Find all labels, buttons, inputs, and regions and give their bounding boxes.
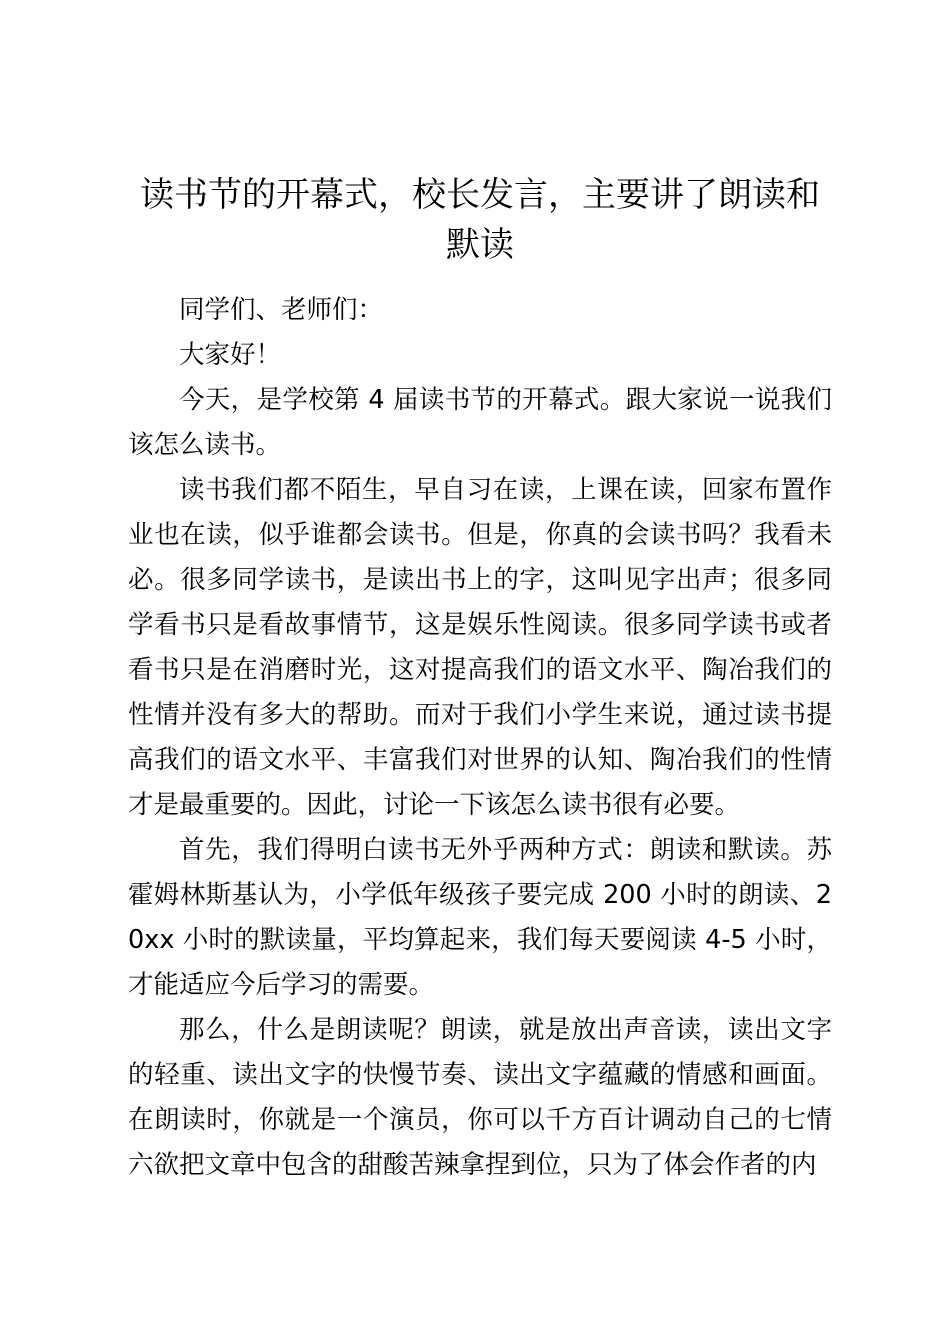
document-page: [128, 170, 832, 1188]
paragraph-1: 今天，是学校第 4 届读书节的开幕式。跟大家说一说我们该怎么读书。: [128, 385, 832, 460]
paragraph-2: 读书我们都不陌生，早自习在读，上课在读，回家布置作业也在读，似乎谁都会读书。但是，你真的会读书吗？我看未必。很多同学读书，是读出书上的字，这叫见字出声；很多同学看书只是看故事情节，这是娱乐性阅读。很多同学读书或者看书只是在消磨时光，这对提高我们的语文水平、陶冶我们的性情并没有多大的帮助。而对于我们小学生来说，通过读书提高我们的语文水平、丰富我们对世界的认知、陶冶我们的性情才是最重要的。因此，讨论一下该怎么读书很有必要。: [128, 475, 832, 820]
salutation: 同学们、老师们：: [179, 295, 384, 325]
document-title: 读书节的开幕式，校长发言，主要讲了朗读和默读: [140, 175, 820, 265]
paragraph-3: 首先，我们得明白读书无外乎两种方式：朗读和默读。苏霍姆林斯基认为，小学低年级孩子要完成 200 小时的朗读、20xx 小时的默读量，平均算起来，我们每天要阅读 4-5 小时，才能适应今后学习的需要。: [128, 835, 832, 1000]
greeting: 大家好！: [179, 340, 282, 370]
paragraph-4: 那么，什么是朗读呢？朗读，就是放出声音读，读出文字的轻重、读出文字的快慢节奏、读出文字蕴藏的情感和画面。在朗读时，你就是一个演员，你可以千方百计调动自己的七情六欲把文章中包含的甜酸苦辣拿捏到位，只为了体会作者的内: [128, 1015, 832, 1180]
